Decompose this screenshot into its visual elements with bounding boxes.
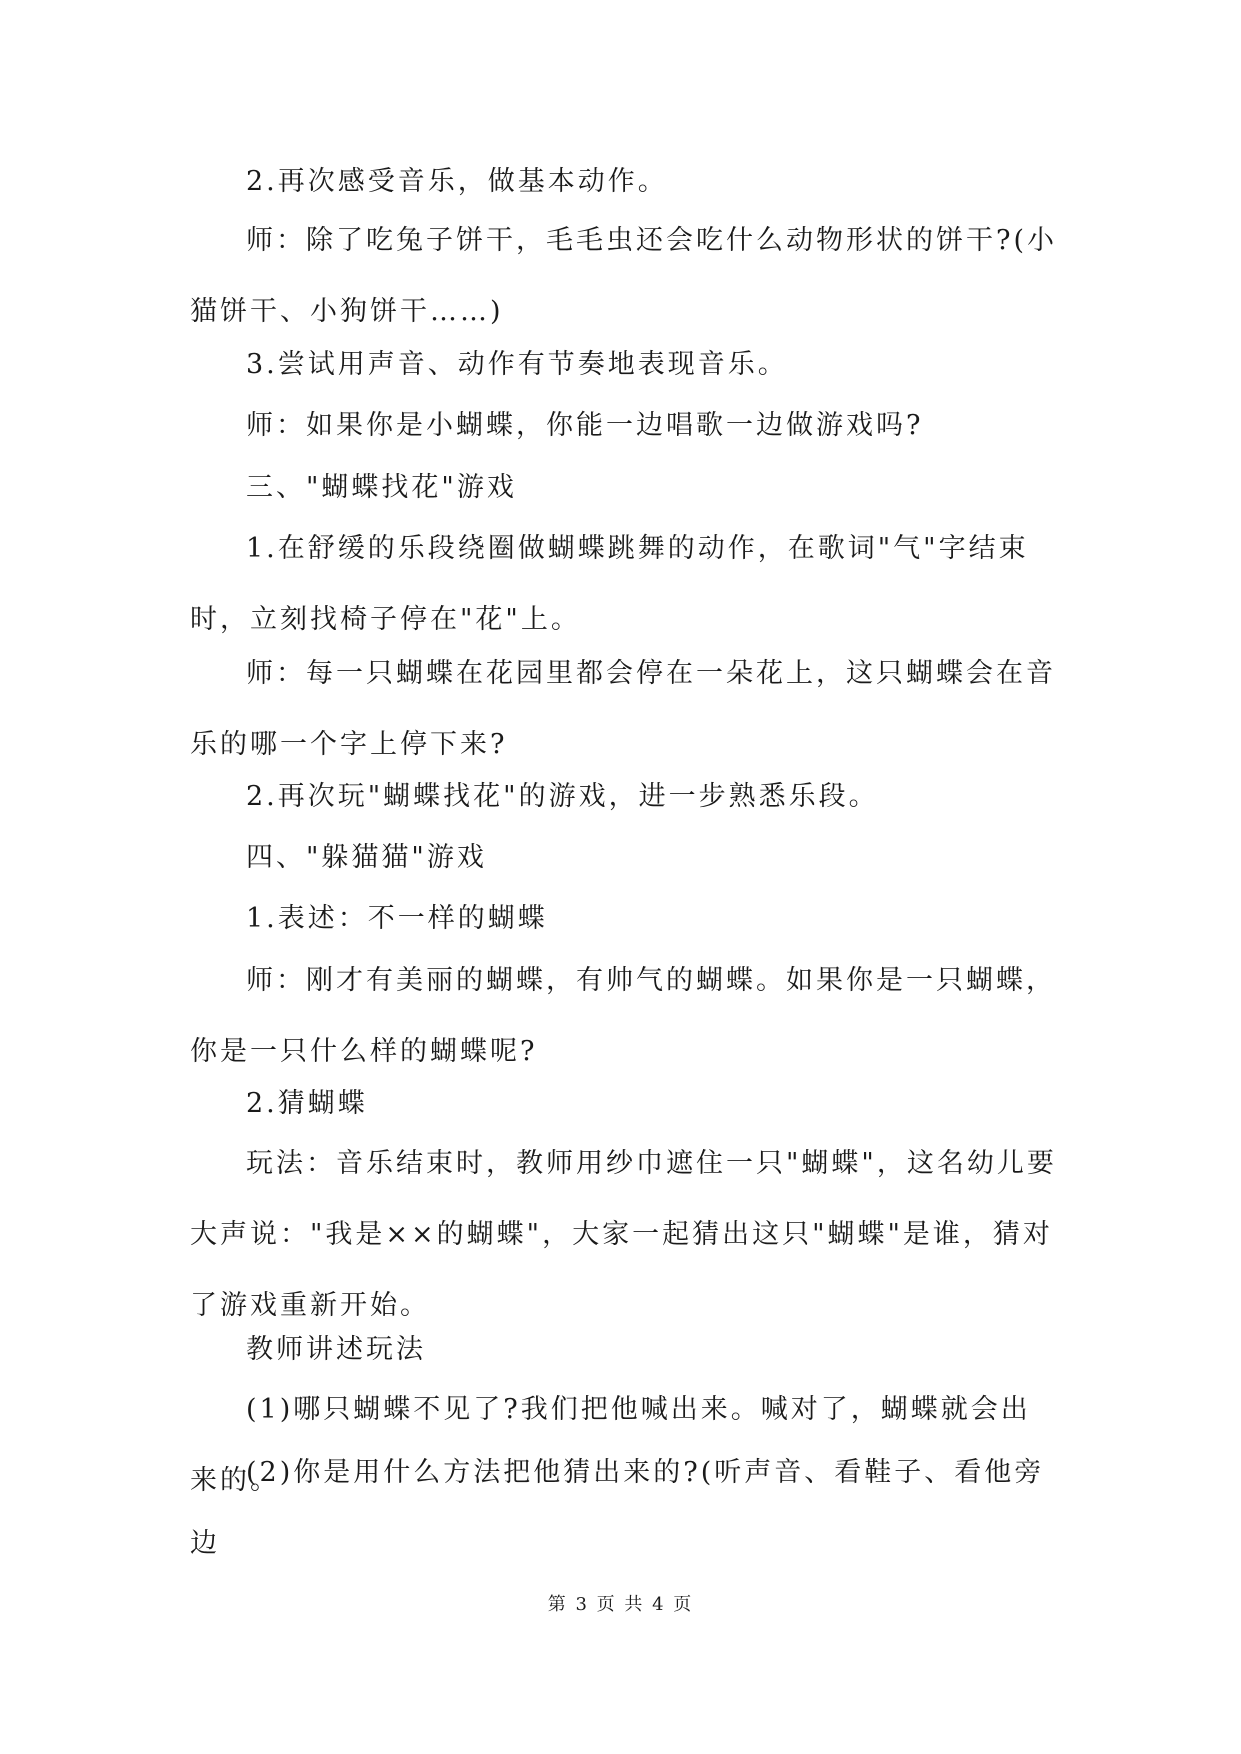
paragraph: 1.表述：不一样的蝴蝶 xyxy=(246,903,548,934)
paragraph: 师：除了吃兔子饼干，毛毛虫还会吃什么动物形状的饼干?(小猫饼干、小狗饼干……) xyxy=(190,225,1058,327)
paragraph: 2.再次玩"蝴蝶找花"的游戏，进一步熟悉乐段。 xyxy=(246,781,879,812)
paragraph: 2.猜蝴蝶 xyxy=(246,1088,368,1119)
section-heading: 三、"蝴蝶找花"游戏 xyxy=(246,472,517,503)
paragraph: 教师讲述玩法 xyxy=(246,1334,426,1365)
paragraph: 师：每一只蝴蝶在花园里都会停在一朵花上，这只蝴蝶会在音乐的哪一个字上停下来? xyxy=(190,658,1056,760)
paragraph: 2.再次感受音乐，做基本动作。 xyxy=(246,166,668,197)
paragraph: 师：刚才有美丽的蝴蝶，有帅气的蝴蝶。如果你是一只蝴蝶，你是一只什么样的蝴蝶呢? xyxy=(190,965,1056,1067)
list-item: (1)哪只蝴蝶不见了?我们把他喊出来。喊对了，蝴蝶就会出来的。 xyxy=(190,1394,1031,1496)
list-item: (2)你是用什么方法把他猜出来的?(听声音、看鞋子、看他旁边 xyxy=(190,1457,1045,1559)
page-footer: 第 3 页 共 4 页 xyxy=(547,1594,694,1615)
paragraph: 玩法：音乐结束时，教师用纱巾遮住一只"蝴蝶"，这名幼儿要大声说："我是××的蝴蝶"，大家一起猜出这只"蝴蝶"是谁，猜对了游戏重新开始。 xyxy=(190,1148,1057,1321)
paragraph: 3.尝试用声音、动作有节奏地表现音乐。 xyxy=(246,349,788,380)
section-heading: 四、"躲猫猫"游戏 xyxy=(246,842,487,873)
paragraph: 师：如果你是小蝴蝶，你能一边唱歌一边做游戏吗? xyxy=(246,410,924,441)
paragraph: 1.在舒缓的乐段绕圈做蝴蝶跳舞的动作，在歌词"气"字结束时，立刻找椅子停在"花"上。 xyxy=(190,533,1029,635)
